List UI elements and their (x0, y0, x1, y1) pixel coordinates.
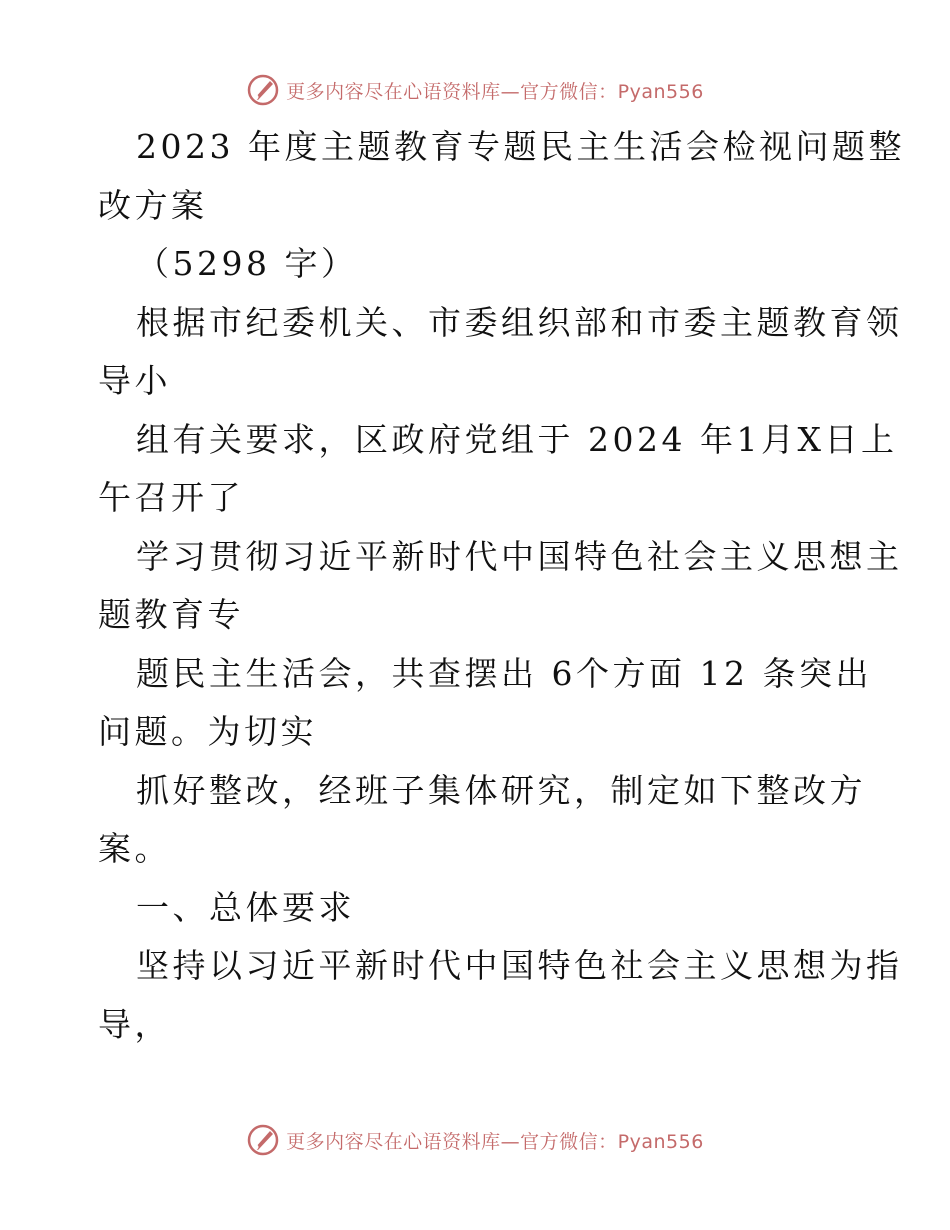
paragraph-line: 坚持以习近平新时代中国特色社会主义思想为指 (136, 946, 903, 985)
word-count: （5298 字） (136, 244, 358, 283)
watermark-text: 更多内容尽在心语资料库—官方微信：Pyan556 (286, 80, 704, 103)
paragraph-line: 午召开了 (98, 478, 244, 517)
paragraph-line: 题教育专 (98, 595, 244, 634)
document-title-line-1: 2023 年度主题教育专题民主生活会检视问题整 (136, 127, 905, 166)
paragraph-line: 题民主生活会，共查摆出 6个方面 12 条突出 (136, 653, 872, 693)
section-heading: 一、总体要求 (136, 887, 355, 927)
paragraph-line: 根据市纪委机关、市委组织部和市委主题教育领 (136, 302, 903, 342)
quill-logo-icon (246, 73, 280, 107)
document-body (98, 118, 905, 1054)
paragraph-line: 抓好整改，经班子集体研究，制定如下整改方 (136, 770, 866, 810)
paragraph-line: 导， (98, 1004, 171, 1044)
quill-logo-icon (246, 1123, 280, 1157)
watermark-text: 更多内容尽在心语资料库—官方微信：Pyan556 (286, 1130, 704, 1153)
watermark-header (0, 70, 950, 110)
watermark-footer (0, 1120, 950, 1160)
paragraph-line: 组有关要求，区政府党组于 2024 年1月X日上 (136, 419, 898, 459)
paragraph-line: 导小 (98, 361, 171, 400)
paragraph-line: 案。 (98, 829, 171, 868)
paragraph-line: 问题。为切实 (98, 712, 317, 751)
document-title-line-2: 改方案 (98, 185, 208, 225)
paragraph-line: 学习贯彻习近平新时代中国特色社会主义思想主 (136, 536, 903, 576)
